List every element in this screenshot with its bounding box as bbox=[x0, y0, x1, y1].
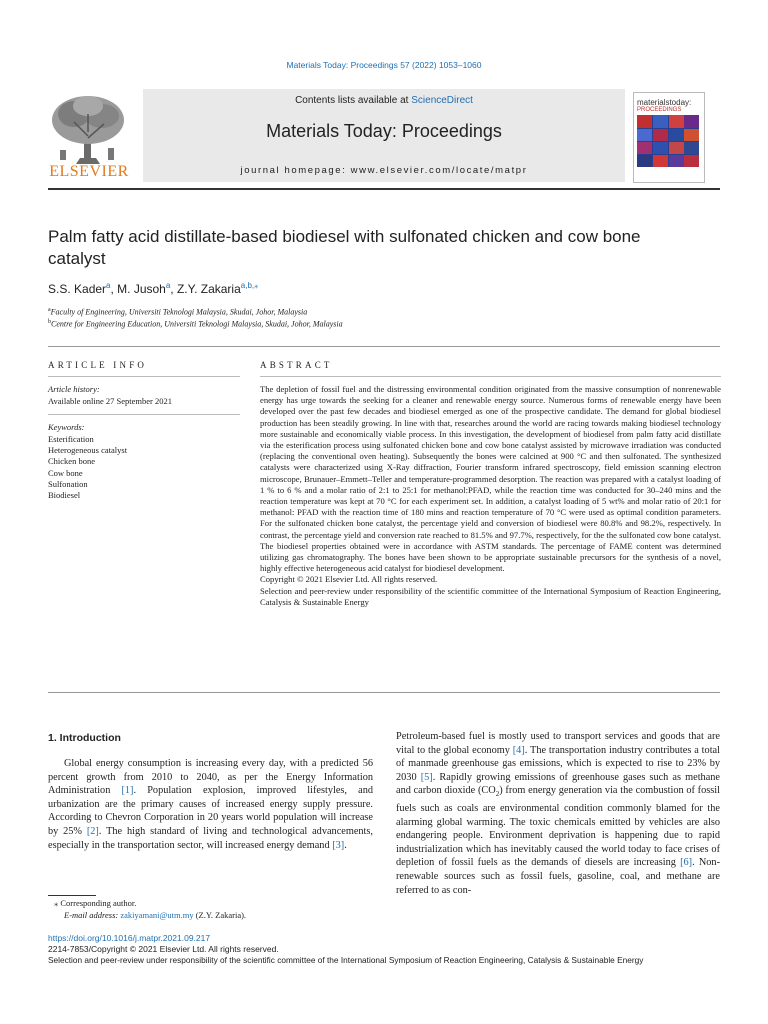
cover-title: materialstoday: bbox=[637, 98, 692, 107]
author-name: S.S. Kader bbox=[48, 282, 107, 296]
intro-column-left: Global energy consumption is increasing every day, with a predicted 56 percent growth from 2010 to 2040, as per the Energy Information Administration [1]. Population explosion, improved lifestyles, and urbanization are the primary causes of increased energy supply pressure. According to Chevron Corporation in 20 years world population will increase by 25% [2]. The high standard of living and technological advancements, especially in the transportation sector, will increased energy demand [3]. bbox=[48, 758, 374, 851]
citation-link[interactable]: [5] bbox=[420, 771, 433, 783]
author-affiliation-mark[interactable]: a bbox=[106, 281, 111, 290]
abstract-divider bbox=[260, 376, 721, 377]
abstract-heading: ABSTRACT bbox=[260, 360, 333, 370]
author-name: M. Jusoh bbox=[117, 282, 166, 296]
footer-selection-note: Selection and peer-review under responsibility of the scientific committee of the International Symposium of Reaction Engineering, Catalysis & Sustainable Energy bbox=[48, 955, 644, 965]
cover-mosaic-icon bbox=[637, 115, 699, 167]
keywords-label: Keywords: bbox=[48, 422, 85, 432]
article-info-divider bbox=[48, 376, 240, 377]
history-label: Article history: bbox=[48, 384, 100, 394]
keyword-item: Biodiesel bbox=[48, 490, 81, 501]
cover-subtitle: PROCEEDINGS bbox=[637, 107, 682, 113]
article-title: Palm fatty acid distillate-based biodiesel with sulfonated chicken and cow bone catalyst bbox=[48, 227, 641, 268]
authors-divider bbox=[48, 346, 720, 347]
doi-link[interactable]: https://doi.org/10.1016/j.matpr.2021.09.217 bbox=[48, 933, 211, 943]
author-affiliation-mark[interactable]: a,b,⁎ bbox=[240, 281, 259, 290]
history-divider bbox=[48, 414, 240, 415]
author-name: Z.Y. Zakaria bbox=[176, 282, 241, 296]
affiliation-a: $^a$Faculty of Engineering, Universiti Teknologi Malaysia, Skudai, Johor, Malaysia bbox=[48, 307, 308, 317]
journal-title: Materials Today: Proceedings bbox=[266, 121, 502, 141]
abstract-bottom-divider bbox=[48, 692, 720, 693]
keyword-item: Cow bone bbox=[48, 467, 83, 478]
affiliation-b: $^b$Centre for Engineering Education, Universiti Teknologi Malaysia, Skudai, Johor, Malaysia bbox=[48, 319, 343, 329]
journal-cover-image bbox=[633, 92, 705, 183]
corresponding-author-note: ⁎ Corresponding author. bbox=[54, 898, 137, 908]
sciencedirect-link[interactable]: ScienceDirect bbox=[411, 95, 473, 106]
journal-homepage[interactable]: journal homepage: www.elsevier.com/locate/matpr bbox=[240, 165, 528, 176]
email-note: E-mail address: zakiyamani@utm.my (Z.Y. Zakaria). bbox=[64, 910, 247, 920]
header-divider bbox=[48, 188, 720, 190]
subscript: 2 bbox=[495, 790, 500, 799]
article-info-heading: ARTICLE INFO bbox=[48, 360, 148, 370]
keyword-item: Chicken bone bbox=[48, 456, 95, 467]
elsevier-logo-text: ELSEVIER bbox=[49, 163, 129, 180]
author-affiliation-mark[interactable]: a bbox=[165, 281, 171, 290]
author-list: S.S. Kader$^a$, M. Jusoh$^a$, Z.Y. Zakaria$^{a,b,⁎}$ bbox=[48, 281, 259, 296]
citation-link[interactable]: [6] bbox=[680, 857, 693, 869]
keyword-item: Sulfonation bbox=[48, 478, 88, 489]
citation-link[interactable]: [2] bbox=[86, 825, 99, 837]
email-link[interactable]: zakiyamani@utm.my bbox=[120, 910, 194, 920]
citation-link[interactable]: [3] bbox=[332, 839, 345, 851]
intro-column-right: Petroleum-based fuel is mostly used to transport services and goods that are vital to the global economy [4]. The transportation industry contributes a total of manmade greenhouse gas emissions, which is expected to rise to 23% by 2030 [5]. Rapidly growing emissions of greenhouse gases such as methane and carbon dioxide $(CO_2)$ from energy generation via the combustion of fossil fuels such as coals are environmental condition commonly blamed for the alarming global warming. The toxic chemicals emitted by vehicles are also endangering people. Environment deprivation is happening due to rapid industrialization which has inevitably caused the world today to face crises of depletion of fossil fuels as the demands of diesels are increasing [6]. Non-renewable sources such as fossil fuels, gasoline, coal, and methane are referred to as con- bbox=[396, 731, 720, 896]
citation-link[interactable]: [1] bbox=[121, 785, 134, 797]
keyword-item: Heterogeneous catalyst bbox=[48, 445, 128, 456]
contents-line: Contents lists available at ScienceDirect bbox=[295, 95, 473, 106]
abstract-paragraph: The depletion of fossil fuel and the distressing environmental condition originated from the massive consumption of nonrenewable energy has urge towards the seeking for a cleaner and renewable energy source. Numerous forms of renewable energy have been developed over the past few decades and biodiesel emerged as one of the prospective candidate. The demand for global biodiesel production has been steadily growing. In line with that, researches around the world are racing towards making biodiesel technology more sustainable and economically viable process. In this investigation, the development of biodiesel from palm fatty acid distillate via the esterification process using sulfonated chicken bone and cow bone catalyst assisted by microwave irradiation was conducted (replacing the conventional oven heating). Subsequently the bones were calcined at 900 °C and then sulfonated. The synthesized catalysts were characterized using X-Ray diffraction, Fourier transform infrared spectroscopy, field emission scanning electron microscope, Brunauer–Emmett–Teller and temperature-programmed desorption. The reaction was prepared with a catalyst loading of 1 % to 6 % and a molar ratio of 2:1 to 25:1 for methanol:PFAD, while the reaction time was conducted for 30–240 mins and the reaction temperature was kept at 70 °C for each experiment set. In addition, a catalyst loading of 5 wt% and molar ratio of 20:1 for methanol: PFAD with the reaction time of 180 mins and reaction temperature of 70 °C were used as optimal condition parameters. For the sulfonated chicken bone catalyst, the percentage yield and conversion of biodiesel were 80.8% and 98.2%, respectively. In contrast, the percentage yield and conversion rate reached to 81.5% and 97.7%, respectively, for the the sulfonated cow bone catalyst. The biodiesel properties obtained were in accordance with ASTM standards. The percentage of FAME content was determined utilizing gas chromatography. The bones have been shown to be appropriate sustainable precursors for the synthesis of a novel, highly effective heterogeneous acid catalyst for biodiesel development. bbox=[260, 384, 721, 574]
footnote-divider bbox=[48, 895, 96, 896]
keywords-list bbox=[48, 434, 127, 501]
abstract-selection: Selection and peer-review under responsibility of the scientific committee of the International Symposium of Reaction Engineering, Catalysis & Sustainable Energy bbox=[260, 585, 721, 607]
abstract-copyright: Copyright © 2021 Elsevier Ltd. All rights reserved. bbox=[260, 574, 438, 585]
issn-copyright: 2214-7853/Copyright © 2021 Elsevier Ltd. All rights reserved. bbox=[48, 944, 279, 954]
journal-citation[interactable]: Materials Today: Proceedings 57 (2022) 1053–1060 bbox=[286, 60, 482, 70]
citation-link[interactable]: [4] bbox=[512, 744, 525, 756]
abstract-body bbox=[260, 384, 721, 608]
history-value: Available online 27 September 2021 bbox=[48, 396, 173, 406]
section-heading-introduction: 1. Introduction bbox=[48, 732, 121, 744]
keyword-item: Esterification bbox=[48, 434, 94, 444]
